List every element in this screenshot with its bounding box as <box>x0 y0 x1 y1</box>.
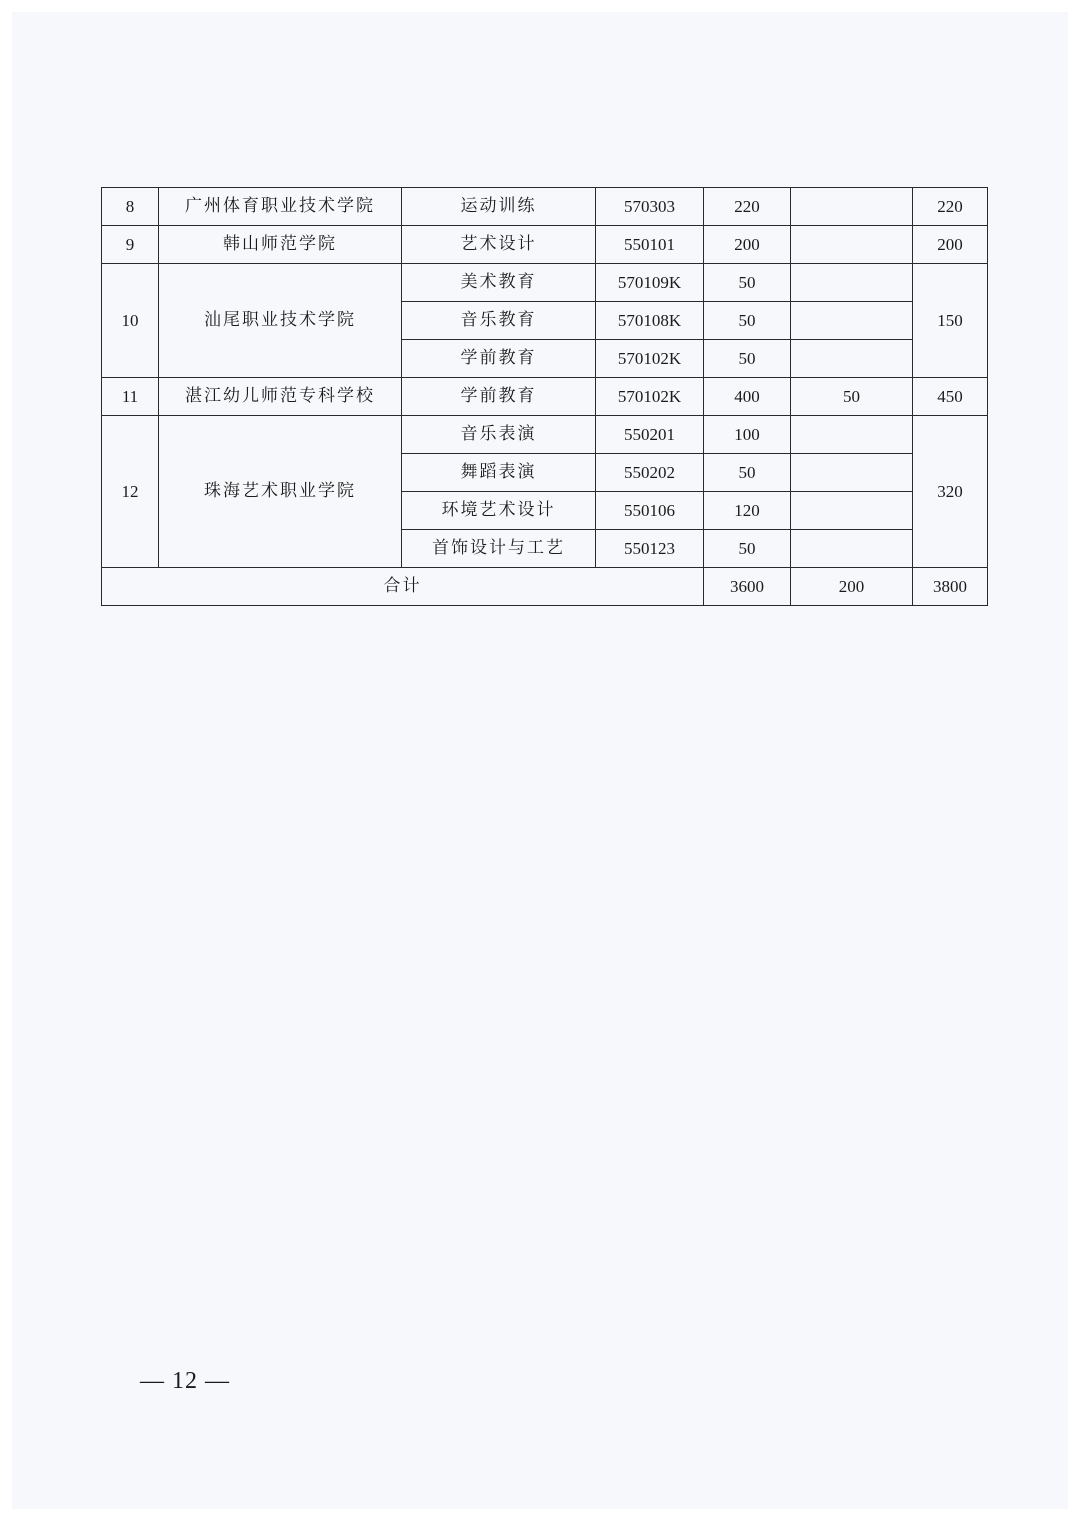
table-row <box>102 416 988 454</box>
school-name: 珠海艺术职业学院 <box>159 416 402 568</box>
major-code: 550201 <box>596 416 704 454</box>
major-code: 570109K <box>596 264 704 302</box>
major-name: 学前教育 <box>402 340 596 378</box>
extra-count <box>791 264 913 302</box>
major-name: 美术教育 <box>402 264 596 302</box>
plan-count: 50 <box>704 302 791 340</box>
major-name: 艺术设计 <box>402 226 596 264</box>
plan-count: 120 <box>704 492 791 530</box>
major-name: 运动训练 <box>402 188 596 226</box>
total-count: 320 <box>913 416 988 568</box>
plan-count: 200 <box>704 226 791 264</box>
extra-count <box>791 188 913 226</box>
table-row <box>102 264 988 302</box>
row-number: 11 <box>102 378 159 416</box>
major-name: 音乐教育 <box>402 302 596 340</box>
school-name: 广州体育职业技术学院 <box>159 188 402 226</box>
school-name: 韩山师范学院 <box>159 226 402 264</box>
extra-count <box>791 492 913 530</box>
extra-count <box>791 530 913 568</box>
plan-count: 50 <box>704 530 791 568</box>
plan-count: 50 <box>704 454 791 492</box>
total-count: 220 <box>913 188 988 226</box>
total-count: 150 <box>913 264 988 378</box>
summary-label: 合计 <box>102 568 704 606</box>
major-code: 570102K <box>596 340 704 378</box>
extra-count <box>791 416 913 454</box>
table-row <box>102 378 988 416</box>
major-name: 首饰设计与工艺 <box>402 530 596 568</box>
plan-count: 100 <box>704 416 791 454</box>
major-name: 学前教育 <box>402 378 596 416</box>
plan-count: 400 <box>704 378 791 416</box>
summary-total-count: 3800 <box>913 568 988 606</box>
extra-count <box>791 454 913 492</box>
plan-count: 50 <box>704 264 791 302</box>
major-code: 550101 <box>596 226 704 264</box>
extra-count <box>791 226 913 264</box>
major-code: 550123 <box>596 530 704 568</box>
school-name: 湛江幼儿师范专科学校 <box>159 378 402 416</box>
major-name: 环境艺术设计 <box>402 492 596 530</box>
summary-row <box>102 568 988 606</box>
total-count: 450 <box>913 378 988 416</box>
summary-plan-count: 3600 <box>704 568 791 606</box>
major-code: 550106 <box>596 492 704 530</box>
row-number: 12 <box>102 416 159 568</box>
major-name: 音乐表演 <box>402 416 596 454</box>
plan-count: 220 <box>704 188 791 226</box>
summary-extra-count: 200 <box>791 568 913 606</box>
extra-count <box>791 340 913 378</box>
table-row <box>102 226 988 264</box>
major-name: 舞蹈表演 <box>402 454 596 492</box>
extra-count <box>791 302 913 340</box>
row-number: 9 <box>102 226 159 264</box>
plan-count: 50 <box>704 340 791 378</box>
major-code: 550202 <box>596 454 704 492</box>
total-count: 200 <box>913 226 988 264</box>
major-code: 570102K <box>596 378 704 416</box>
school-name: 汕尾职业技术学院 <box>159 264 402 378</box>
table-row <box>102 188 988 226</box>
enrollment-quota-table <box>101 187 988 606</box>
major-code: 570108K <box>596 302 704 340</box>
row-number: 10 <box>102 264 159 378</box>
major-code: 570303 <box>596 188 704 226</box>
extra-count: 50 <box>791 378 913 416</box>
row-number: 8 <box>102 188 159 226</box>
page-number: — 12 — <box>140 1368 230 1394</box>
